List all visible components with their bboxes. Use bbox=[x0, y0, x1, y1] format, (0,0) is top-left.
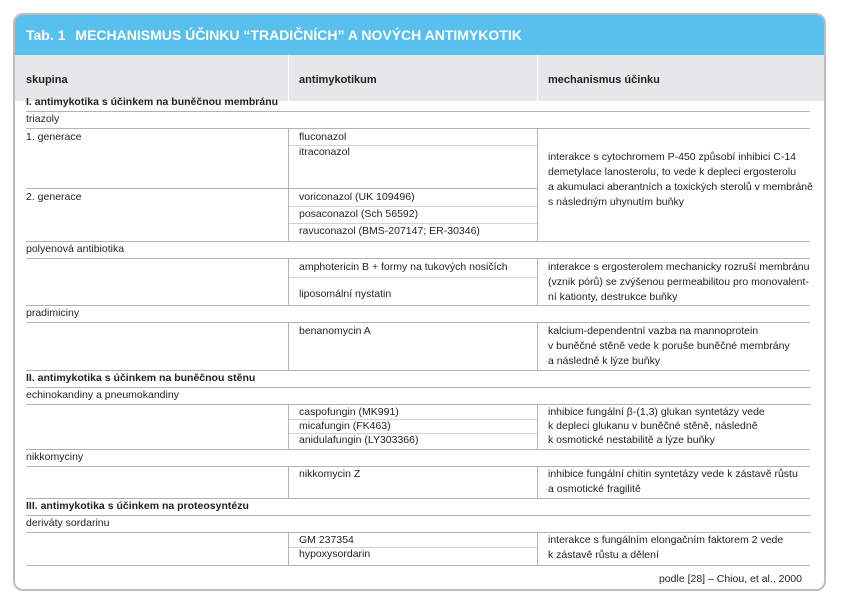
cell-divider bbox=[288, 277, 537, 278]
source-note: podle [28] – Chiou, et al., 2000 bbox=[658, 573, 802, 585]
drug-name: fluconazol bbox=[299, 131, 347, 143]
drug-name: micafungin (FK463) bbox=[299, 420, 391, 432]
header-mechanismus: mechanismus účinku bbox=[548, 74, 660, 86]
column-divider bbox=[537, 258, 538, 305]
column-divider bbox=[288, 258, 289, 305]
row-divider bbox=[26, 128, 810, 129]
drug-name: voriconazol (UK 109496) bbox=[299, 191, 415, 203]
drug-name: amphotericin B + formy na tukových nosičích bbox=[299, 261, 508, 273]
group-label: polyenová antibiotika bbox=[26, 243, 125, 255]
column-divider bbox=[537, 128, 538, 241]
header-antimykotikum: antimykotikum bbox=[299, 74, 377, 86]
column-divider bbox=[288, 322, 289, 370]
generation-label: 2. generace bbox=[26, 191, 82, 203]
drug-name: ravuconazol (BMS-207147; ER-30346) bbox=[299, 225, 480, 237]
mechanism-text: a akumulaci aberantních a toxických sterolů v membráně bbox=[548, 181, 813, 193]
mechanism-text: ní kationty, destrukce buňky bbox=[548, 291, 678, 303]
mechanism-text: a následně k lýze buňky bbox=[548, 355, 661, 367]
row-divider bbox=[26, 305, 810, 306]
drug-name: hypoxysordarin bbox=[299, 548, 371, 560]
row-divider bbox=[26, 449, 810, 450]
mechanism-text: s následným uhynutím buňky bbox=[548, 196, 684, 208]
group-label: nikkomyciny bbox=[26, 451, 84, 463]
table-title-text: MECHANISMUS ÚČINKU “TRADIČNÍCH” A NOVÝCH ANTIMYKOTIK bbox=[75, 27, 522, 43]
row-divider bbox=[26, 241, 810, 242]
drug-name: benanomycin A bbox=[299, 325, 371, 337]
column-divider bbox=[288, 532, 289, 565]
column-divider bbox=[537, 532, 538, 565]
column-divider bbox=[537, 322, 538, 370]
section-title: I. antimykotika s účinkem na buněčnou membránu bbox=[26, 96, 279, 108]
column-divider bbox=[537, 404, 538, 449]
drug-name: posaconazol (Sch 56592) bbox=[299, 208, 419, 220]
column-divider bbox=[288, 404, 289, 449]
drug-name: GM 237354 bbox=[299, 534, 354, 546]
row-divider bbox=[26, 111, 810, 112]
mechanism-text: a osmotické fragilitě bbox=[548, 483, 641, 495]
table-title bbox=[15, 15, 824, 55]
mechanism-text: k zástavě růstu a dělení bbox=[548, 549, 659, 561]
mechanism-text: k depleci glukanu v buněčné stěně, následně bbox=[548, 420, 758, 432]
mechanism-text: interakce s fungálním elongačním faktorem 2 vede bbox=[548, 534, 784, 546]
drug-name: itraconazol bbox=[299, 146, 350, 158]
group-label: pradimiciny bbox=[26, 307, 80, 319]
column-divider bbox=[288, 466, 289, 498]
mechanism-text: kalcium-dependentní vazba na mannoprotein bbox=[548, 325, 759, 337]
row-divider bbox=[26, 188, 537, 189]
group-label: echinokandiny a pneumokandiny bbox=[26, 389, 179, 401]
drug-name: caspofungin (MK991) bbox=[299, 406, 399, 418]
mechanism-text: inhibice fungální chitin syntetázy vede k zástavě růstu bbox=[548, 468, 798, 480]
drug-name: liposomální nystatin bbox=[299, 288, 392, 300]
mechanism-text: interakce s ergosterolem mechanicky rozruší membránu bbox=[548, 261, 810, 273]
column-divider bbox=[537, 466, 538, 498]
mechanism-text: interakce s cytochromem P-450 způsobí inhibici C-14 bbox=[548, 151, 797, 163]
drug-name: anidulafungin (LY303366) bbox=[299, 434, 419, 446]
row-divider bbox=[26, 565, 810, 566]
mechanism-text: (vznik pórů) se zvýšenou permeabilitou pro monovalent- bbox=[548, 276, 809, 288]
table-number: Tab. 1 bbox=[26, 27, 66, 43]
mechanism-text: v buněčné stěně vede k poruše buněčné membrány bbox=[548, 340, 790, 352]
section-title: III. antimykotika s účinkem na proteosyntézu bbox=[26, 500, 249, 512]
section-title: II. antimykotika s účinkem na buněčnou stěnu bbox=[26, 372, 256, 384]
row-divider bbox=[26, 258, 810, 259]
mechanism-text: inhibice fungální β-(1,3) glukan syntetázy vede bbox=[548, 406, 765, 418]
row-divider bbox=[26, 515, 810, 516]
generation-label: 1. generace bbox=[26, 131, 82, 143]
mechanism-text: demetylace lanosterolu, to vede k depleci ergosterolu bbox=[548, 166, 797, 178]
drug-name: nikkomycin Z bbox=[299, 468, 361, 480]
column-divider bbox=[288, 128, 289, 241]
row-divider bbox=[26, 322, 810, 323]
header-divider bbox=[537, 55, 538, 101]
group-label: triazoly bbox=[26, 113, 60, 125]
group-label: deriváty sordarinu bbox=[26, 517, 110, 529]
table-frame bbox=[13, 13, 826, 591]
mechanism-text: k osmotické nestabilitě a lýze buňky bbox=[548, 434, 715, 446]
header-skupina: skupina bbox=[26, 74, 68, 86]
header-divider bbox=[288, 55, 289, 101]
